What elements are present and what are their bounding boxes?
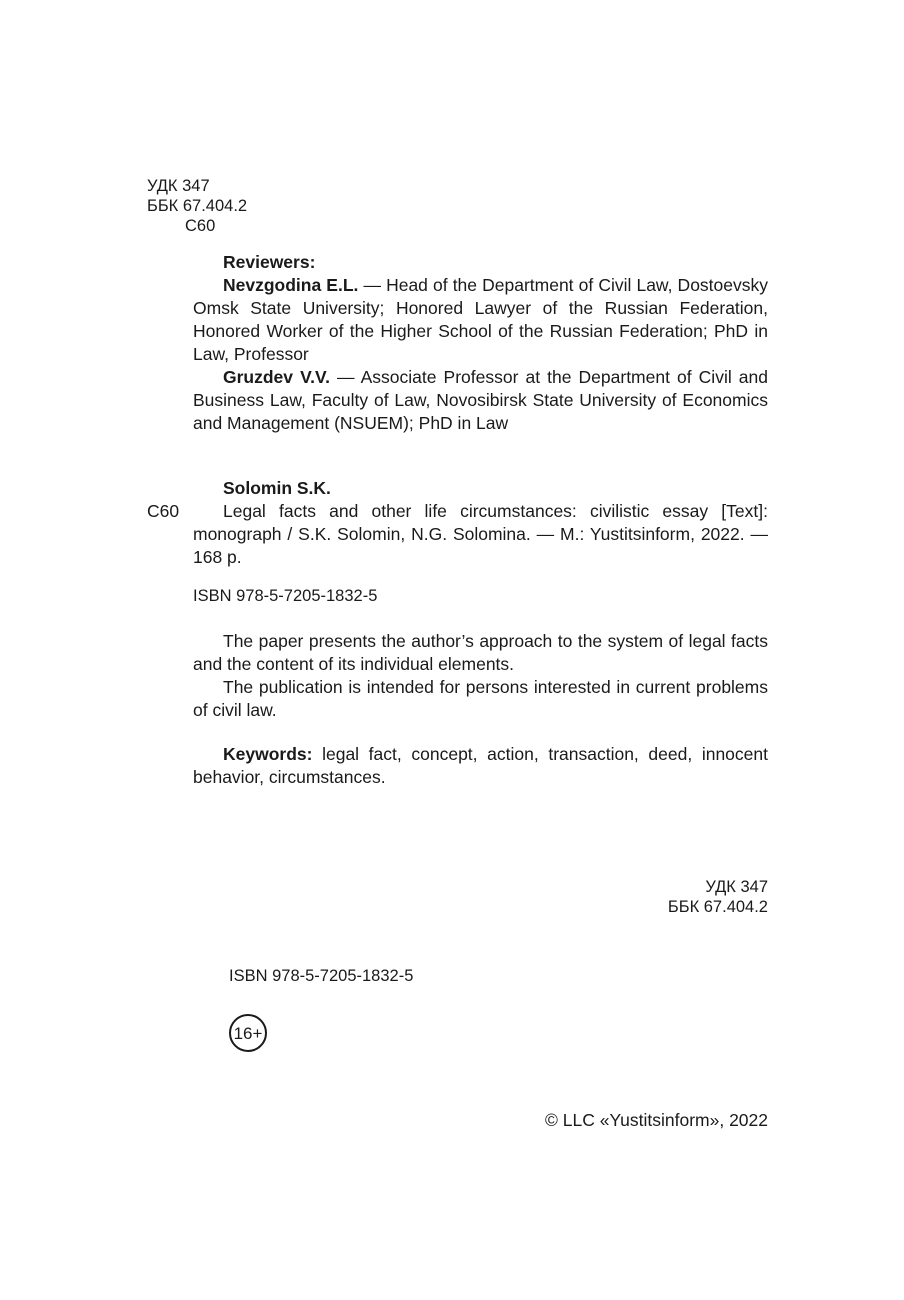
abstract-section (193, 630, 768, 722)
bottom-classification-codes (668, 877, 768, 917)
author-mark: С60 (185, 217, 216, 235)
bibliographic-record (193, 477, 768, 569)
reviewers-section (193, 251, 768, 435)
classification-codes (147, 176, 247, 236)
keywords-text: legal fact, concept, action, transaction, deed, innocent behavior, circumstances. (193, 744, 768, 787)
age-rating-text: 16+ (233, 1023, 263, 1043)
record-author-mark: С60 (147, 501, 180, 521)
reviewer-entry (193, 366, 768, 435)
copyright-notice: © LLC «Yustitsinform», 2022 (544, 1110, 768, 1130)
bibliographic-description: Legal facts and other life circumstances: civilistic essay [Text]: monograph / S.K. Solomin, N.G. Solomina. — M.: Yustitsinform, 2022. — 168 p. (193, 501, 768, 567)
isbn-record: ISBN 978-5-7205-1832-5 (193, 587, 378, 605)
udk-code: УДК 347 (147, 177, 210, 195)
bbk-code: ББК 67.404.2 (147, 197, 248, 215)
age-rating-badge (229, 1014, 267, 1052)
abstract-paragraph: The paper presents the author’s approach to the system of legal facts and the content of its individual elements. (193, 631, 768, 674)
bottom-udk-code: УДК 347 (705, 878, 768, 896)
abstract-paragraph: The publication is intended for persons interested in current problems of civil law. (193, 677, 768, 720)
author-heading: Solomin S.K. (223, 478, 331, 498)
keywords-label: Keywords: (223, 744, 313, 764)
keywords-paragraph (193, 743, 768, 789)
reviewer-name: Gruzdev V.V. (223, 367, 330, 387)
reviewer-description: — Associate Professor at the Department of Civil and Business Law, Faculty of Law, Novosibirsk State University of Economics and Management (NSUEM); PhD in Law (193, 367, 768, 433)
keywords-section (193, 743, 768, 789)
reviewer-description: — Head of the Department of Civil Law, Dostoevsky Omsk State University; Honored Lawyer of the Russian Federation, Honored Worker of the Higher School of the Russian Federation; PhD in Law, Professor (193, 275, 768, 364)
reviewer-name: Nevzgodina E.L. (223, 275, 359, 295)
reviewer-entry (193, 274, 768, 366)
bottom-bbk-code: ББК 67.404.2 (667, 898, 768, 916)
reviewers-heading: Reviewers: (223, 252, 316, 272)
bottom-isbn: ISBN 978-5-7205-1832-5 (229, 967, 414, 985)
